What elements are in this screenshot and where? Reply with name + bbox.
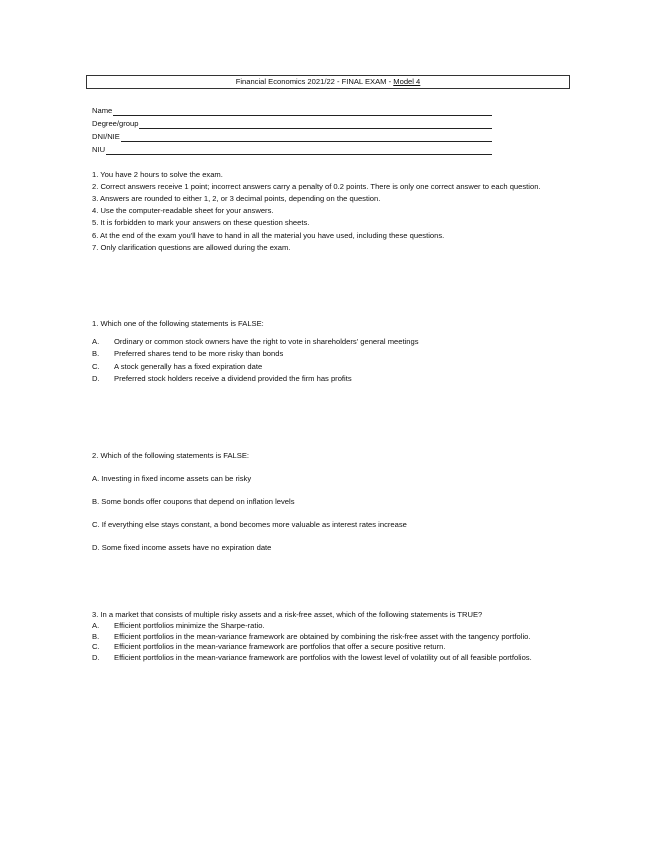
question-3-option-a xyxy=(92,621,570,631)
option-text: Efficient portfolios minimize the Sharpe-ratio. xyxy=(114,621,265,631)
option-letter: B. xyxy=(92,631,100,641)
option-letter: A. xyxy=(92,621,100,631)
question-2-option-b: B. Some bonds offer coupons that depend on inflation levels xyxy=(92,497,295,506)
question-3-option-c xyxy=(92,642,570,652)
question-1-stem: 1. Which one of the following statements is FALSE: xyxy=(92,319,264,328)
dni-nie-blank-line xyxy=(121,133,492,142)
question-3-options xyxy=(92,621,570,663)
exam-instructions xyxy=(92,170,570,255)
exam-title-box xyxy=(86,75,570,89)
option-letter: A. xyxy=(92,337,100,347)
name-field xyxy=(92,103,492,116)
question-3 xyxy=(92,610,570,663)
option-text: Efficient portfolios in the mean-variance framework are portfolios with the lowest level of volatility out of all feasible portfolios. xyxy=(114,652,532,662)
niu-label: NIU xyxy=(92,144,106,154)
option-letter: C. xyxy=(92,361,100,371)
question-2-stem: 2. Which of the following statements is FALSE: xyxy=(92,451,250,460)
name-label: Name xyxy=(92,105,113,115)
question-2-option-d: D. Some fixed income assets have no expiration date xyxy=(92,543,272,552)
instruction-item: 5. It is forbidden to mark your answers on these question sheets. xyxy=(92,218,310,228)
instruction-item: 3. Answers are rounded to either 1, 2, or 3 decimal points, depending on the question. xyxy=(92,194,381,204)
question-3-stem: 3. In a market that consists of multiple risky assets and a risk-free asset, which of the following statements is TRUE? xyxy=(92,610,483,619)
degree-group-field xyxy=(92,116,492,129)
instruction-item: 2. Correct answers receive 1 point; incorrect answers carry a penalty of 0.2 points. There is only one correct answer to each question. xyxy=(92,182,541,192)
question-2-option-a: A. Investing in fixed income assets can be risky xyxy=(92,474,252,483)
dni-nie-label: DNI/NIE xyxy=(92,131,120,141)
option-text: Preferred stock holders receive a dividend provided the firm has profits xyxy=(114,374,352,384)
option-letter: B. xyxy=(92,349,100,359)
niu-field xyxy=(92,142,492,155)
instruction-item: 7. Only clarification questions are allowed during the exam. xyxy=(92,242,291,252)
student-info-fields xyxy=(92,103,492,155)
degree-group-blank-line xyxy=(139,120,492,129)
option-letter: D. xyxy=(92,374,100,384)
option-letter: C. xyxy=(92,642,100,652)
option-text: Efficient portfolios in the mean-variance framework are portfolios that offer a secure positive return. xyxy=(114,642,446,652)
niu-blank-line xyxy=(106,146,492,155)
degree-group-label: Degree/group xyxy=(92,118,139,128)
question-1-option-a xyxy=(92,337,570,347)
instruction-item: 4. Use the computer-readable sheet for your answers. xyxy=(92,206,274,216)
dni-nie-field xyxy=(92,129,492,142)
name-blank-line xyxy=(113,107,492,116)
option-letter: D. xyxy=(92,652,100,662)
question-1-option-b xyxy=(92,349,570,359)
question-2 xyxy=(92,451,570,461)
question-1-option-c xyxy=(92,362,570,372)
option-text: Ordinary or common stock owners have the right to vote in shareholders' general meetings xyxy=(114,337,419,347)
instruction-item: 1. You have 2 hours to solve the exam. xyxy=(92,170,223,179)
question-1-option-d xyxy=(92,374,570,384)
question-3-option-b xyxy=(92,632,570,642)
option-text: Preferred shares tend to be more risky than bonds xyxy=(114,349,284,359)
option-text: A stock generally has a fixed expiration date xyxy=(114,361,263,371)
exam-model: Model 4 xyxy=(393,77,421,86)
question-2-option-c: C. If everything else stays constant, a bond becomes more valuable as interest rates increase xyxy=(92,520,407,529)
question-1-options xyxy=(92,337,570,384)
option-text: Efficient portfolios in the mean-variance framework are obtained by combining the risk-free asset with the tangency portfolio. xyxy=(114,631,531,641)
question-1 xyxy=(92,319,570,387)
instruction-item: 6. At the end of the exam you'll have to hand in all the material you have used, including these questions. xyxy=(92,230,445,240)
exam-title: Financial Economics 2021/22 - FINAL EXAM - xyxy=(235,77,394,86)
question-3-option-d xyxy=(92,653,570,663)
